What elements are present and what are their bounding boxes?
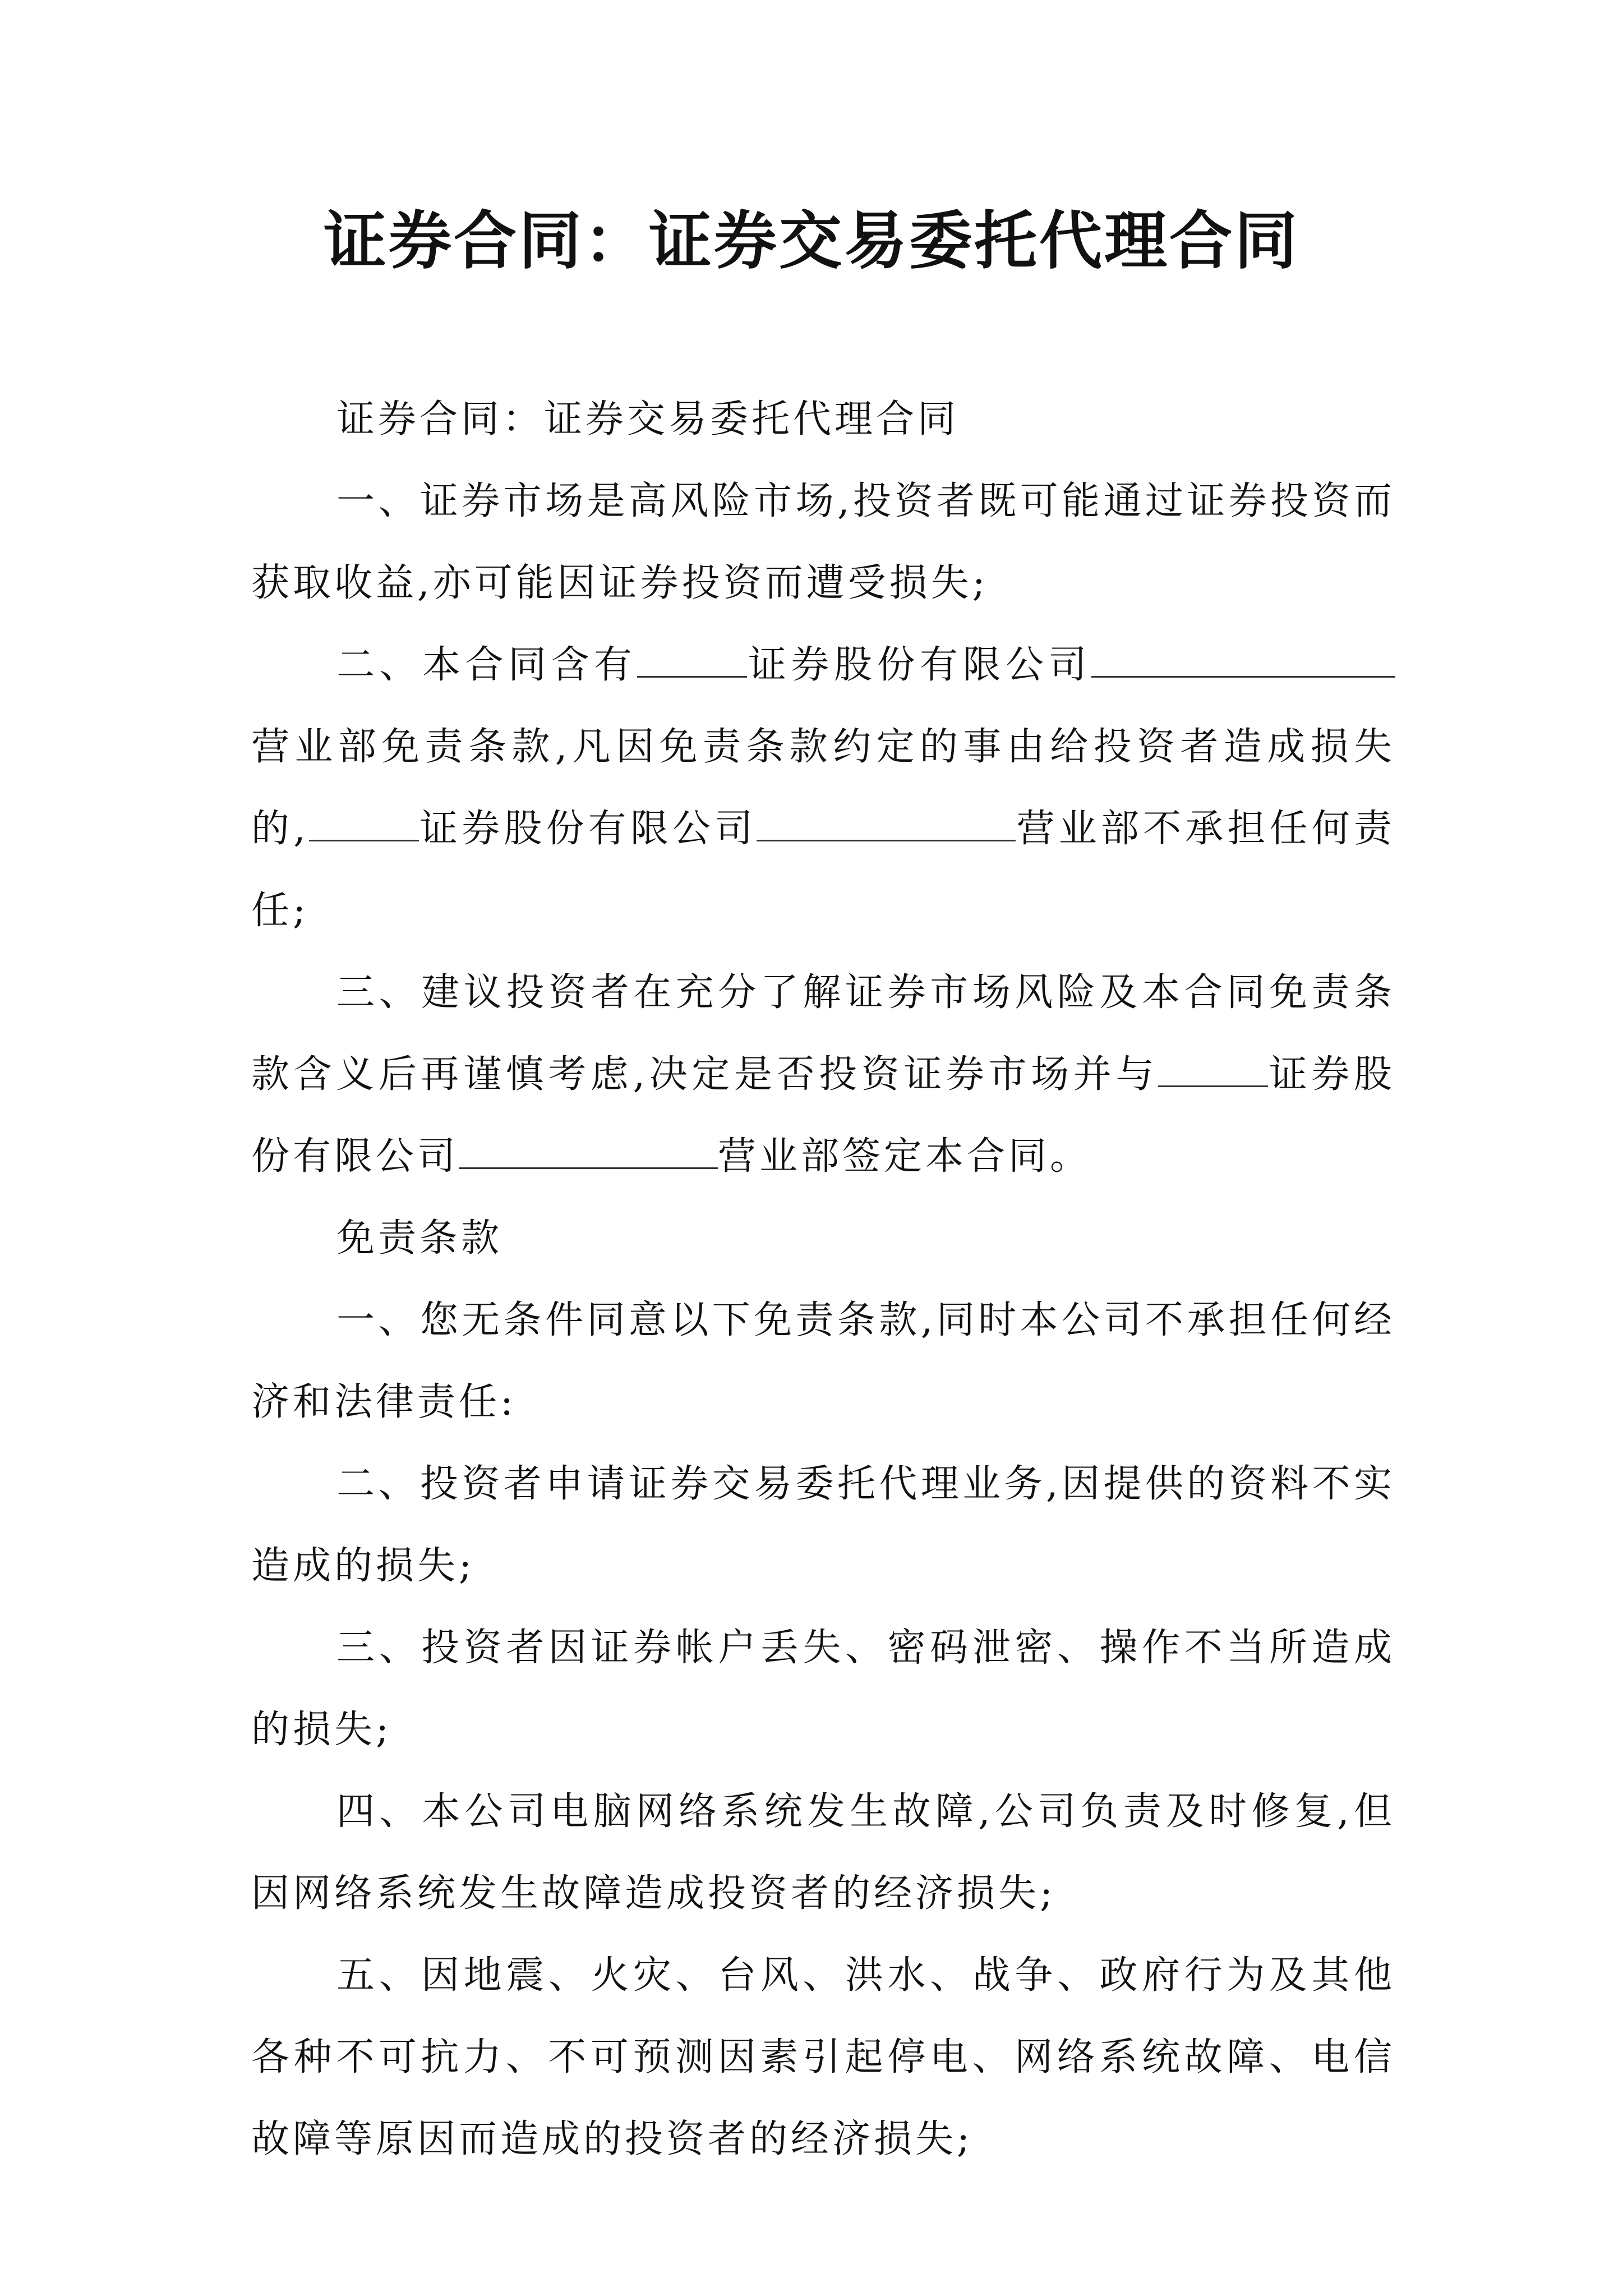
document-body: [251, 379, 1395, 2180]
p3-text-1: 三、建议投资者在充分了解证券市场风险及本合同免责条款含义后再谨慎考虑,决定是否投资证券市场并与: [251, 970, 1395, 1097]
clause-paragraph: 二、投资者申请证券交易委托代理业务,因提供的资料不实造成的损失;: [251, 1462, 1395, 1588]
company-name-blank: [1158, 1053, 1268, 1087]
p2-text-2: 证券股份有限公司: [746, 643, 1091, 687]
clause-paragraph: 五、因地震、火灾、台风、洪水、战争、政府行为及其他各种不可抗力、不可预测因素引起停电、网络系统故障、电信故障等原因而造成的投资者的经济损失;: [251, 1953, 1395, 2161]
risk-paragraph-1: 一、证券市场是高风险市场,投资者既可能通过证券投资而获取收益,亦可能因证券投资而遭受损失;: [251, 479, 1395, 605]
clause-paragraph: 三、投资者因证券帐户丢失、密码泄密、操作不当所造成的损失;: [251, 1626, 1395, 1752]
risk-paragraph-2: [251, 624, 1395, 952]
company-name-blank: [637, 643, 747, 678]
section-heading: 免责条款: [336, 1216, 503, 1260]
clause-paragraph: 四、本公司电脑网络系统发生故障,公司负责及时修复,但因网络系统发生故障造成投资者的经济损失;: [251, 1789, 1395, 1916]
branch-name-blank: [459, 1135, 718, 1169]
p3-text-2: 证券股份有限公司: [251, 1052, 1395, 1179]
branch-name-blank: [757, 807, 1016, 841]
branch-name-blank: [1091, 643, 1395, 678]
p2-text-4: 证券股份有限公司: [418, 807, 757, 851]
p2-text-5: 营业部不承担任何责任;: [251, 807, 1395, 933]
p3-text-3: 营业部签定本合同。: [718, 1134, 1092, 1179]
clause-paragraph: 一、您无条件同意以下免责条款,同时本公司不承担任何经济和法律责任:: [251, 1298, 1395, 1424]
company-name-blank: [309, 807, 419, 841]
p2-text-1: 二、本合同含有: [336, 643, 637, 687]
p2-text-3: 营业部免责条款,凡因免责条款约定的事由给投资者造成损失的,: [251, 725, 1395, 851]
intro-paragraph: 证券合同：证券交易委托代理合同: [336, 397, 960, 441]
risk-paragraph-3: [251, 952, 1395, 1198]
document-title: 证券合同：证券交易委托代理合同: [324, 204, 1299, 278]
